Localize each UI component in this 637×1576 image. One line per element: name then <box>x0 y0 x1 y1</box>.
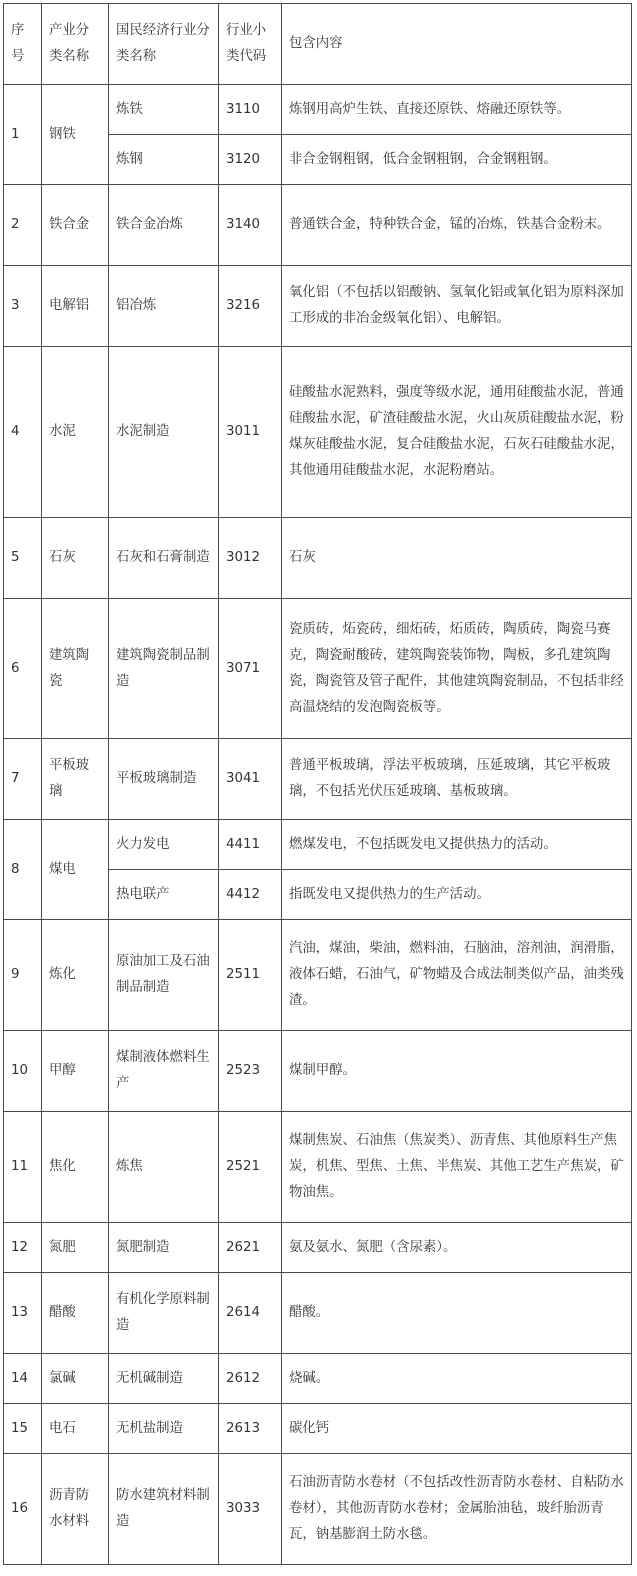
row-industry-name: 炼铁 <box>109 85 219 135</box>
row-seq: 5 <box>4 518 42 599</box>
row-category: 氮肥 <box>42 1223 109 1273</box>
header-industry-name: 国民经济行业分类名称 <box>109 4 219 85</box>
row-industry-name: 氮肥制造 <box>109 1223 219 1273</box>
row-code: 2511 <box>219 920 282 1031</box>
table-row <box>4 185 632 266</box>
row-content: 石灰 <box>282 518 632 599</box>
table-row <box>4 1112 632 1223</box>
row-seq: 4 <box>4 347 42 518</box>
row-seq: 1 <box>4 85 42 185</box>
table-row <box>4 1223 632 1273</box>
row-industry-name: 无机盐制造 <box>109 1404 219 1454</box>
row-industry-name: 平板玻璃制造 <box>109 739 219 820</box>
row-content: 烧碱。 <box>282 1354 632 1404</box>
row-industry-name: 煤制液体燃料生产 <box>109 1031 219 1112</box>
row-code: 2612 <box>219 1354 282 1404</box>
row-industry-name: 无机碱制造 <box>109 1354 219 1404</box>
row-seq: 7 <box>4 739 42 820</box>
row-category: 氯碱 <box>42 1354 109 1404</box>
row-code: 3140 <box>219 185 282 266</box>
row-category: 石灰 <box>42 518 109 599</box>
row-code: 2521 <box>219 1112 282 1223</box>
header-seq: 序号 <box>4 4 42 85</box>
row-content: 指既发电又提供热力的生产活动。 <box>282 870 632 920</box>
row-industry-name: 炼焦 <box>109 1112 219 1223</box>
row-category: 炼化 <box>42 920 109 1031</box>
row-code: 2613 <box>219 1404 282 1454</box>
row-content: 硅酸盐水泥熟料，强度等级水泥，通用硅酸盐水泥，普通硅酸盐水泥，矿渣硅酸盐水泥，火山灰质硅酸盐水泥，粉煤灰硅酸盐水泥，复合硅酸盐水泥，石灰石硅酸盐水泥，其他通用硅酸盐水泥，水泥粉磨站。 <box>282 347 632 518</box>
table-row <box>4 518 632 599</box>
row-seq: 3 <box>4 266 42 347</box>
row-code: 2621 <box>219 1223 282 1273</box>
header-row <box>4 4 632 85</box>
table-row <box>4 820 632 870</box>
row-category: 铁合金 <box>42 185 109 266</box>
row-seq: 9 <box>4 920 42 1031</box>
row-seq: 13 <box>4 1273 42 1354</box>
row-content: 煤制甲醇。 <box>282 1031 632 1112</box>
row-code: 3033 <box>219 1454 282 1565</box>
row-category: 钢铁 <box>42 85 109 185</box>
row-category: 建筑陶瓷 <box>42 599 109 739</box>
table-row <box>4 266 632 347</box>
row-code: 3012 <box>219 518 282 599</box>
row-industry-name: 防水建筑材料制造 <box>109 1454 219 1565</box>
row-content: 汽油，煤油，柴油，燃料油，石脑油，溶剂油，润滑脂，液体石蜡，石油气，矿物蜡及合成法制类似产品，油类残渣。 <box>282 920 632 1031</box>
row-category: 沥青防水材料 <box>42 1454 109 1565</box>
row-code: 4411 <box>219 820 282 870</box>
row-code: 2614 <box>219 1273 282 1354</box>
header-code: 行业小类代码 <box>219 4 282 85</box>
table-row <box>4 920 632 1031</box>
row-industry-name: 水泥制造 <box>109 347 219 518</box>
row-content: 醋酸。 <box>282 1273 632 1354</box>
table-row <box>4 1354 632 1404</box>
row-seq: 14 <box>4 1354 42 1404</box>
row-content: 瓷质砖，炻瓷砖，细炻砖，炻质砖，陶质砖，陶瓷马赛克，陶瓷耐酸砖，建筑陶瓷装饰物，陶板，多孔建筑陶瓷，陶瓷管及管子配件，其他建筑陶瓷制品，不包括非经高温烧结的发泡陶瓷板等。 <box>282 599 632 739</box>
row-content: 普通铁合金，特种铁合金，锰的冶炼，铁基合金粉末。 <box>282 185 632 266</box>
row-industry-name: 有机化学原料制造 <box>109 1273 219 1354</box>
row-category: 煤电 <box>42 820 109 920</box>
row-code: 4412 <box>219 870 282 920</box>
table-row <box>4 1454 632 1565</box>
row-seq: 12 <box>4 1223 42 1273</box>
row-code: 3216 <box>219 266 282 347</box>
row-content: 石油沥青防水卷材（不包括改性沥青防水卷材、自粘防水卷材），其他沥青防水卷材；金属胎油毡，玻纤胎沥青瓦，钠基膨润土防水毯。 <box>282 1454 632 1565</box>
row-category: 平板玻璃 <box>42 739 109 820</box>
row-code: 3110 <box>219 85 282 135</box>
header-content: 包含内容 <box>282 4 632 85</box>
row-seq: 2 <box>4 185 42 266</box>
row-code: 3071 <box>219 599 282 739</box>
table-row <box>4 1404 632 1454</box>
row-seq: 11 <box>4 1112 42 1223</box>
row-code: 3120 <box>219 135 282 185</box>
row-category: 电石 <box>42 1404 109 1454</box>
row-industry-name: 铁合金冶炼 <box>109 185 219 266</box>
header-category: 产业分类名称 <box>42 4 109 85</box>
table-row <box>4 85 632 135</box>
row-content: 非合金钢粗钢，低合金钢粗钢，合金钢粗钢。 <box>282 135 632 185</box>
row-category: 电解铝 <box>42 266 109 347</box>
table-row <box>4 599 632 739</box>
row-industry-name: 火力发电 <box>109 820 219 870</box>
row-content: 普通平板玻璃，浮法平板玻璃，压延玻璃，其它平板玻璃，不包括光伏压延玻璃、基板玻璃。 <box>282 739 632 820</box>
row-content: 炼钢用高炉生铁、直接还原铁、熔融还原铁等。 <box>282 85 632 135</box>
row-content: 氧化铝（不包括以铝酸钠、氢氧化铝或氧化铝为原料深加工形成的非冶金级氧化铝）、电解铝。 <box>282 266 632 347</box>
row-seq: 15 <box>4 1404 42 1454</box>
row-industry-name: 炼钢 <box>109 135 219 185</box>
row-industry-name: 建筑陶瓷制品制造 <box>109 599 219 739</box>
row-category: 焦化 <box>42 1112 109 1223</box>
row-content: 氨及氨水、氮肥（含尿素）。 <box>282 1223 632 1273</box>
row-content: 燃煤发电，不包括既发电又提供热力的活动。 <box>282 820 632 870</box>
row-category: 醋酸 <box>42 1273 109 1354</box>
industry-classification-table <box>3 3 632 1565</box>
row-category: 甲醇 <box>42 1031 109 1112</box>
row-seq: 8 <box>4 820 42 920</box>
table-row <box>4 739 632 820</box>
table-row <box>4 347 632 518</box>
table-row <box>4 1031 632 1112</box>
row-code: 2523 <box>219 1031 282 1112</box>
table-row <box>4 1273 632 1354</box>
row-industry-name: 铝冶炼 <box>109 266 219 347</box>
row-seq: 16 <box>4 1454 42 1565</box>
row-seq: 6 <box>4 599 42 739</box>
row-seq: 10 <box>4 1031 42 1112</box>
row-industry-name: 热电联产 <box>109 870 219 920</box>
row-category: 水泥 <box>42 347 109 518</box>
row-industry-name: 原油加工及石油制品制造 <box>109 920 219 1031</box>
row-content: 碳化钙 <box>282 1404 632 1454</box>
row-industry-name: 石灰和石膏制造 <box>109 518 219 599</box>
row-content: 煤制焦炭、石油焦（焦炭类）、沥青焦、其他原料生产焦炭，机焦、型焦、土焦、半焦炭、其他工艺生产焦炭，矿物油焦。 <box>282 1112 632 1223</box>
row-code: 3011 <box>219 347 282 518</box>
row-code: 3041 <box>219 739 282 820</box>
